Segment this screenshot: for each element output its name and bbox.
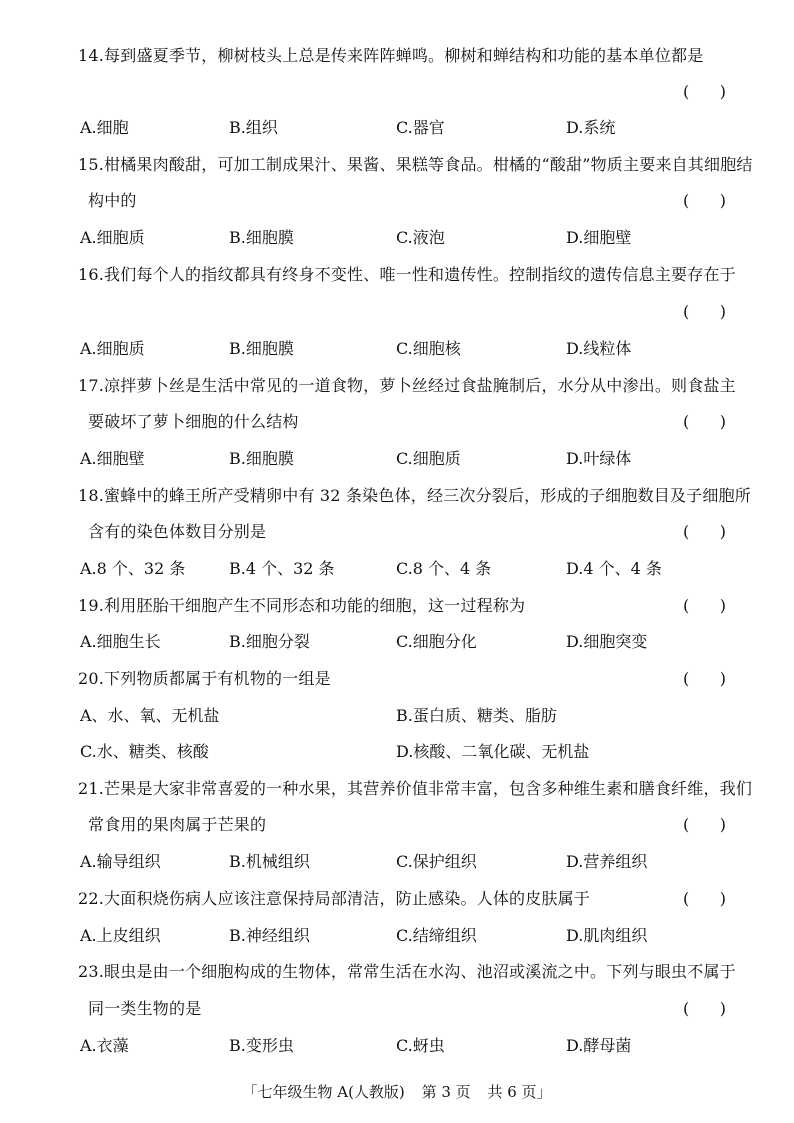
question-text: 20.下列物质都属于有机物的一组是 [78,669,331,688]
option-d: D.营养组织 [566,852,648,871]
option-a: A.输导组织 [80,852,161,871]
question-text-cont: 含有的染色体数目分别是 [88,522,267,541]
question-text: 16.我们每个人的指纹都具有终身不变性、唯一性和遗传性。控制指纹的遗传信息主要存在于 [78,265,736,284]
question-text: 19.利用胚胎干细胞产生不同形态和功能的细胞，这一过程称为 [78,596,526,615]
option-c: C.水、糖类、核酸 [80,742,209,761]
option-c: C.器官 [396,118,445,137]
answer-bracket: ( ) [683,82,726,101]
option-d: D.系统 [566,118,616,137]
option-c: C.细胞分化 [396,632,477,651]
question-text: 21.芒果是大家非常喜爱的一种水果，其营养价值非常丰富，包含多种维生素和膳食纤维，我们 [78,779,753,798]
option-d: D.酵母菌 [566,1036,632,1055]
option-d: D.叶绿体 [566,449,632,468]
option-b: B.蛋白质、糖类、脂肪 [396,706,557,725]
option-b: B.神经组织 [229,926,310,945]
option-d: D.细胞突变 [566,632,648,651]
option-c: C.保护组织 [396,852,477,871]
footer-subject: 「七年级生物 A(人教版) [242,1083,405,1101]
option-b: B.细胞分裂 [229,632,310,651]
answer-bracket: ( ) [683,815,726,834]
option-c: C.细胞质 [396,449,461,468]
question-text-cont: 构中的 [88,191,137,210]
option-a: A.细胞壁 [80,449,145,468]
question-text: 15.柑橘果肉酸甜，可加工制成果汁、果酱、果糕等食品。柑橘的“酸甜”物质主要来自其细胞结 [78,155,753,174]
footer-total-pages: 共 6 页」 [487,1083,552,1101]
option-d: D.细胞壁 [566,228,632,247]
option-b: B.4 个、32 条 [229,559,335,578]
answer-bracket: ( ) [683,412,726,431]
option-b: B.细胞膜 [229,228,294,247]
answer-bracket: ( ) [683,191,726,210]
option-c: C.8 个、4 条 [396,559,492,578]
option-d: D.核酸、二氧化碳、无机盐 [396,742,590,761]
question-text-cont: 常食用的果肉属于芒果的 [88,815,267,834]
option-b: B.机械组织 [229,852,310,871]
answer-bracket: ( ) [683,889,726,908]
option-a: A.上皮组织 [80,926,161,945]
option-c: C.蚜虫 [396,1036,445,1055]
question-text: 23.眼虫是由一个细胞构成的生物体，常常生活在水沟、池沼或溪流之中。下列与眼虫不属于 [78,962,736,981]
option-a: A.细胞 [80,118,129,137]
answer-bracket: ( ) [683,302,726,321]
option-a: A.8 个、32 条 [80,559,186,578]
option-a: A.细胞生长 [80,632,161,651]
answer-bracket: ( ) [683,596,726,615]
option-d: D.线粒体 [566,339,632,358]
question-text: 14.每到盛夏季节，柳树枝头上总是传来阵阵蝉鸣。柳树和蝉结构和功能的基本单位都是 [78,46,704,65]
answer-bracket: ( ) [683,669,726,688]
option-b: B.组织 [229,118,278,137]
footer-page-number: 第 3 页 [421,1083,471,1101]
option-a: A.细胞质 [80,339,145,358]
option-c: C.结缔组织 [396,926,477,945]
option-a: A、水、氧、无机盐 [80,706,220,725]
question-text: 18.蜜蜂中的蜂王所产受精卵中有 32 条染色体，经三次分裂后，形成的子细胞数目及子细胞所 [78,486,751,505]
option-c: C.细胞核 [396,339,461,358]
question-text-cont: 要破坏了萝卜细胞的什么结构 [88,412,299,431]
option-a: A.细胞质 [80,228,145,247]
option-b: B.细胞膜 [229,339,294,358]
question-text-cont: 同一类生物的是 [88,999,202,1018]
answer-bracket: ( ) [683,999,726,1018]
option-d: D.肌肉组织 [566,926,648,945]
option-b: B.变形虫 [229,1036,294,1055]
option-c: C.液泡 [396,228,445,247]
option-b: B.细胞膜 [229,449,294,468]
option-d: D.4 个、4 条 [566,559,662,578]
page-footer [0,1082,794,1102]
answer-bracket: ( ) [683,522,726,541]
option-a: A.衣藻 [80,1036,129,1055]
question-text: 17.凉拌萝卜丝是生活中常见的一道食物，萝卜丝经过食盐腌制后，水分从中渗出。则食盐主 [78,376,736,395]
question-text: 22.大面积烧伤病人应该注意保持局部清洁，防止感染。人体的皮肤属于 [78,889,591,908]
